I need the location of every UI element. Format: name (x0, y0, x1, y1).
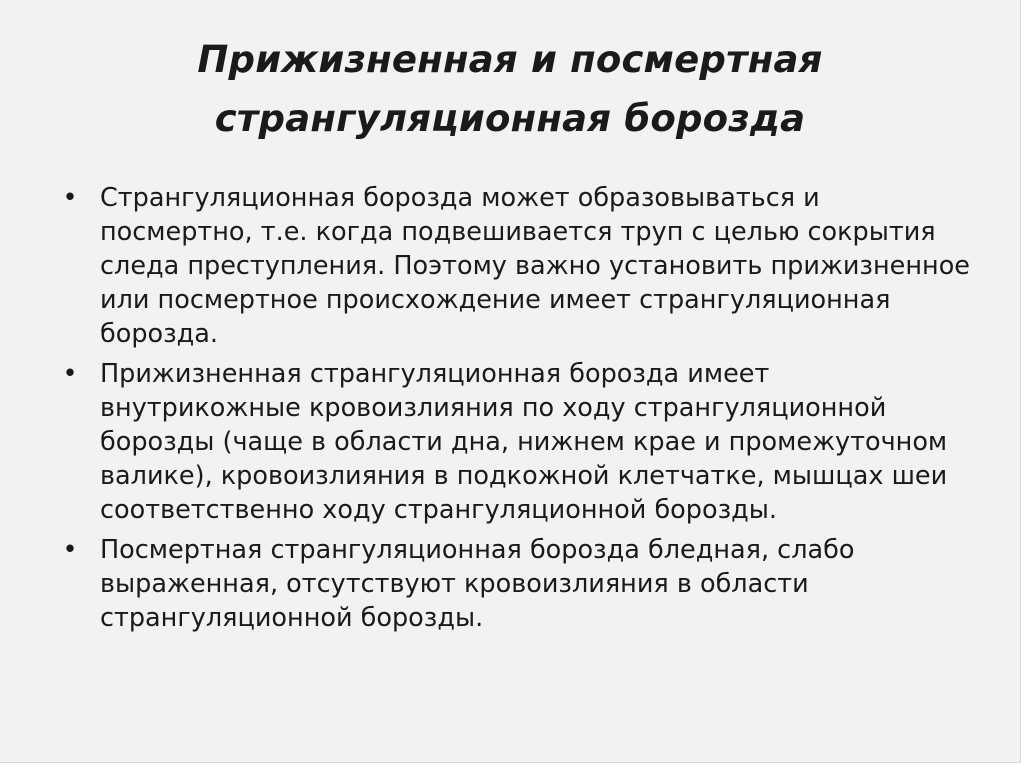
bullet-item (58, 357, 978, 527)
bullet-text: Странгуляционная борозда может образовываться и посмертно, т.е. когда подвешивается труп с целью сокрытия следа преступления. Поэтому важно установить прижизненное или посмертное происхождение имеет странгуляционная борозда. (100, 183, 970, 349)
slide-title (0, 30, 1020, 148)
bullet-point-icon: • (62, 183, 78, 213)
bullet-list (58, 181, 978, 641)
bullet-point-icon: • (62, 535, 78, 565)
bullet-text: Прижизненная странгуляционная борозда имеет внутрикожные кровоизлияния по ходу странгуляционной борозды (чаще в области дна, нижнем крае и промежуточном валике), кровоизлияния в подкожной клетчатке, мышцах шеи соответственно ходу странгуляционной борозды. (100, 359, 948, 525)
bullet-point-icon: • (62, 359, 78, 389)
bullet-item (58, 181, 978, 351)
slide-title-line-2: странгуляционная борозда (214, 97, 806, 140)
bullet-item (58, 533, 978, 635)
bullet-text: Посмертная странгуляционная борозда бледная, слабо выраженная, отсутствуют кровоизлияния в области странгуляционной борозды. (100, 535, 855, 633)
slide-title-line-1: Прижизненная и посмертная (197, 38, 823, 81)
